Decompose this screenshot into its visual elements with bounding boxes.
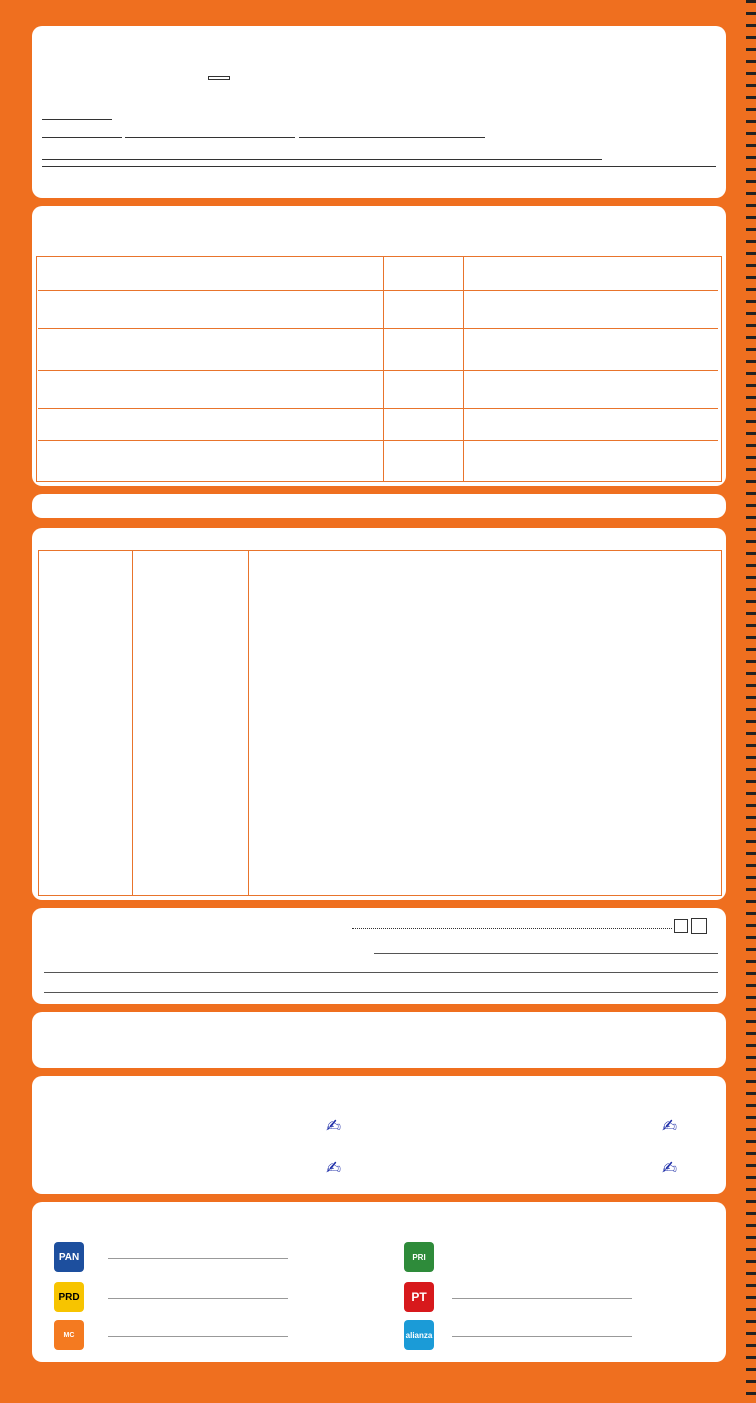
- legal-panel: [32, 1012, 726, 1068]
- row-e: [38, 408, 718, 439]
- rep-alianza-logo: alianza: [404, 1320, 434, 1350]
- casilla-value: [125, 137, 295, 138]
- escrutador1-label: [40, 1148, 60, 1162]
- seccion-value: [42, 137, 122, 138]
- rep-pri-logo: PRI: [404, 1242, 434, 1272]
- rep-pt-logo: PT: [404, 1282, 434, 1312]
- row-c: [38, 328, 718, 371]
- ubicacion-line1: [42, 159, 602, 160]
- row-f: [38, 440, 718, 481]
- incidents-panel: [32, 908, 726, 1004]
- no-checkbox[interactable]: [691, 918, 707, 934]
- representantes-panel: [32, 1202, 726, 1362]
- row-b: [38, 290, 718, 329]
- presidente-firma: ✍: [326, 1116, 342, 1137]
- secretario-firma: ✍: [662, 1116, 678, 1137]
- results-table: [38, 550, 722, 896]
- rep-prd-logo: PRD: [54, 1282, 84, 1312]
- distrito-value: [42, 119, 112, 120]
- rep-pan-logo: PAN: [54, 1242, 84, 1272]
- si-checkbox[interactable]: [674, 919, 688, 933]
- ubicacion-line2: [42, 166, 716, 167]
- header-panel: [32, 26, 726, 198]
- escrutador2-ordinal: [388, 1148, 408, 1162]
- escrutador1-firma: ✍: [326, 1158, 342, 1179]
- scrutiny-panel: [32, 206, 726, 486]
- municipio-value: [299, 137, 485, 138]
- results-panel: [32, 528, 726, 900]
- row-d: [38, 370, 718, 409]
- row-a: [38, 260, 718, 290]
- mesa-panel: [32, 1076, 726, 1194]
- escrutador1-ordinal: [40, 1148, 60, 1162]
- header-subtitle: [208, 76, 230, 80]
- rep-mc-logo: MC: [54, 1320, 84, 1350]
- escrutador2-label: [388, 1148, 408, 1162]
- escrutador2-firma: ✍: [662, 1158, 678, 1179]
- edge-ticks: [746, 0, 756, 1403]
- urna-panel: [32, 494, 726, 518]
